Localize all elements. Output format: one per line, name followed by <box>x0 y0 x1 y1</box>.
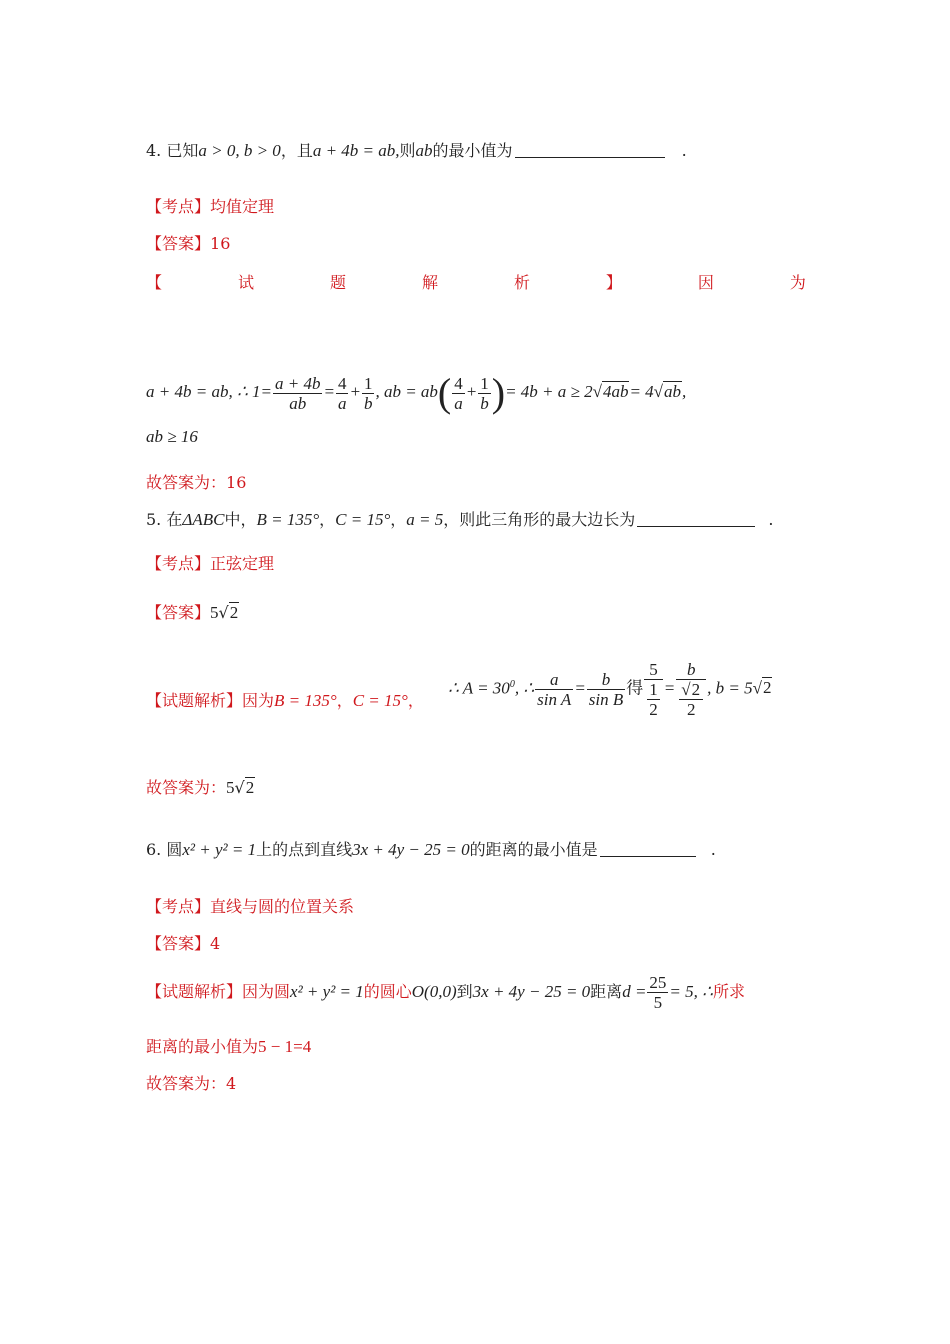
answer-blank <box>637 510 755 527</box>
fraction: $\frac{4}{a}$ <box>337 373 347 413</box>
answer-blank <box>600 840 696 857</box>
q4-stem: 4. 已知a > 0, b > 0，且a + 4b = ab,则ab的最小值为 . <box>146 141 687 160</box>
q4-analysis-header: 【 试 题 解 析 】 因 为 <box>146 273 806 292</box>
q6-kaodian: 【考点】直线与圆的位置关系 <box>146 897 355 916</box>
q5-analysis-text: 【试题解析】因为B = 135°，C = 15°， <box>146 691 424 710</box>
fraction: $\frac{a + 4b}{ab}$ <box>274 373 321 413</box>
q5-equation: ∴ $A = 30^0$, ∴ $\frac{a}{\text{sin A}}$ = $\frac{b}{\text{sin B}}$ 得 $\frac{5}{\frac{1}{2}}$ = $\frac{b}{\frac{√2}{2}}$ , b = 5√2 <box>448 660 772 719</box>
fraction: $\frac{25}{5}$ <box>649 973 667 1012</box>
q5-final: 故答案为：5√2 <box>146 778 255 797</box>
fraction: $\frac{5}{\frac{1}{2}}$ <box>644 660 663 719</box>
fraction: $\frac{1}{b}$ <box>363 373 373 413</box>
q6-final: 故答案为：4 <box>146 1074 237 1093</box>
q4-answer: 【答案】16 <box>146 234 231 253</box>
q6-stem: 6. 圆x² + y² = 1上的点到直线3x + 4y − 25 = 0的距离的最小值是 . <box>146 840 716 859</box>
q4-final: 故答案为：16 <box>146 473 247 492</box>
q6-analysis-cont: 距离的最小值为5 − 1=4 <box>146 1037 312 1056</box>
q6-answer: 【答案】4 <box>146 934 221 953</box>
q6-analysis: 【试题解析】因为圆x² + y² = 1的圆心O(0,0)到3x + 4y − 25 = 0距离d = $\frac{25}{5}$ = 5, ∴所求 <box>146 973 745 1012</box>
fraction: $\frac{√2}{2}$ <box>679 680 703 719</box>
answer-blank <box>515 141 665 158</box>
q4-equation: a + 4b = ab, ∴ 1= $\frac{a + 4b}{ab}$ = $\frac{4}{a}$ + $\frac{1}{b}$ , ab = ab( $\frac{4}{a}$ + $\frac{1}{b}$ )= 4b + a ≥ 2√4ab= 4√ab, <box>146 370 687 416</box>
q5-kaodian: 【考点】正弦定理 <box>146 554 275 573</box>
q5-stem: 5. 在ΔABC中，B = 135°，C = 15°，a = 5，则此三角形的最大边长为 . <box>146 510 774 529</box>
fraction: $\frac{a}{\text{sin A}}$ <box>537 670 572 709</box>
fraction: $\frac{b}{\frac{√2}{2}}$ <box>676 660 706 719</box>
q4-kaodian: 【考点】均值定理 <box>146 197 275 216</box>
fraction: $\frac{b}{\text{sin B}}$ <box>588 670 624 709</box>
fraction: $\frac{1}{b}$ <box>480 373 489 413</box>
fraction: $\frac{4}{a}$ <box>454 373 463 413</box>
q4-equation-line2: ab ≥ 16 <box>146 427 198 446</box>
q5-answer: 【答案】5√2 <box>146 603 239 622</box>
fraction: $\frac{1}{2}$ <box>649 680 658 719</box>
